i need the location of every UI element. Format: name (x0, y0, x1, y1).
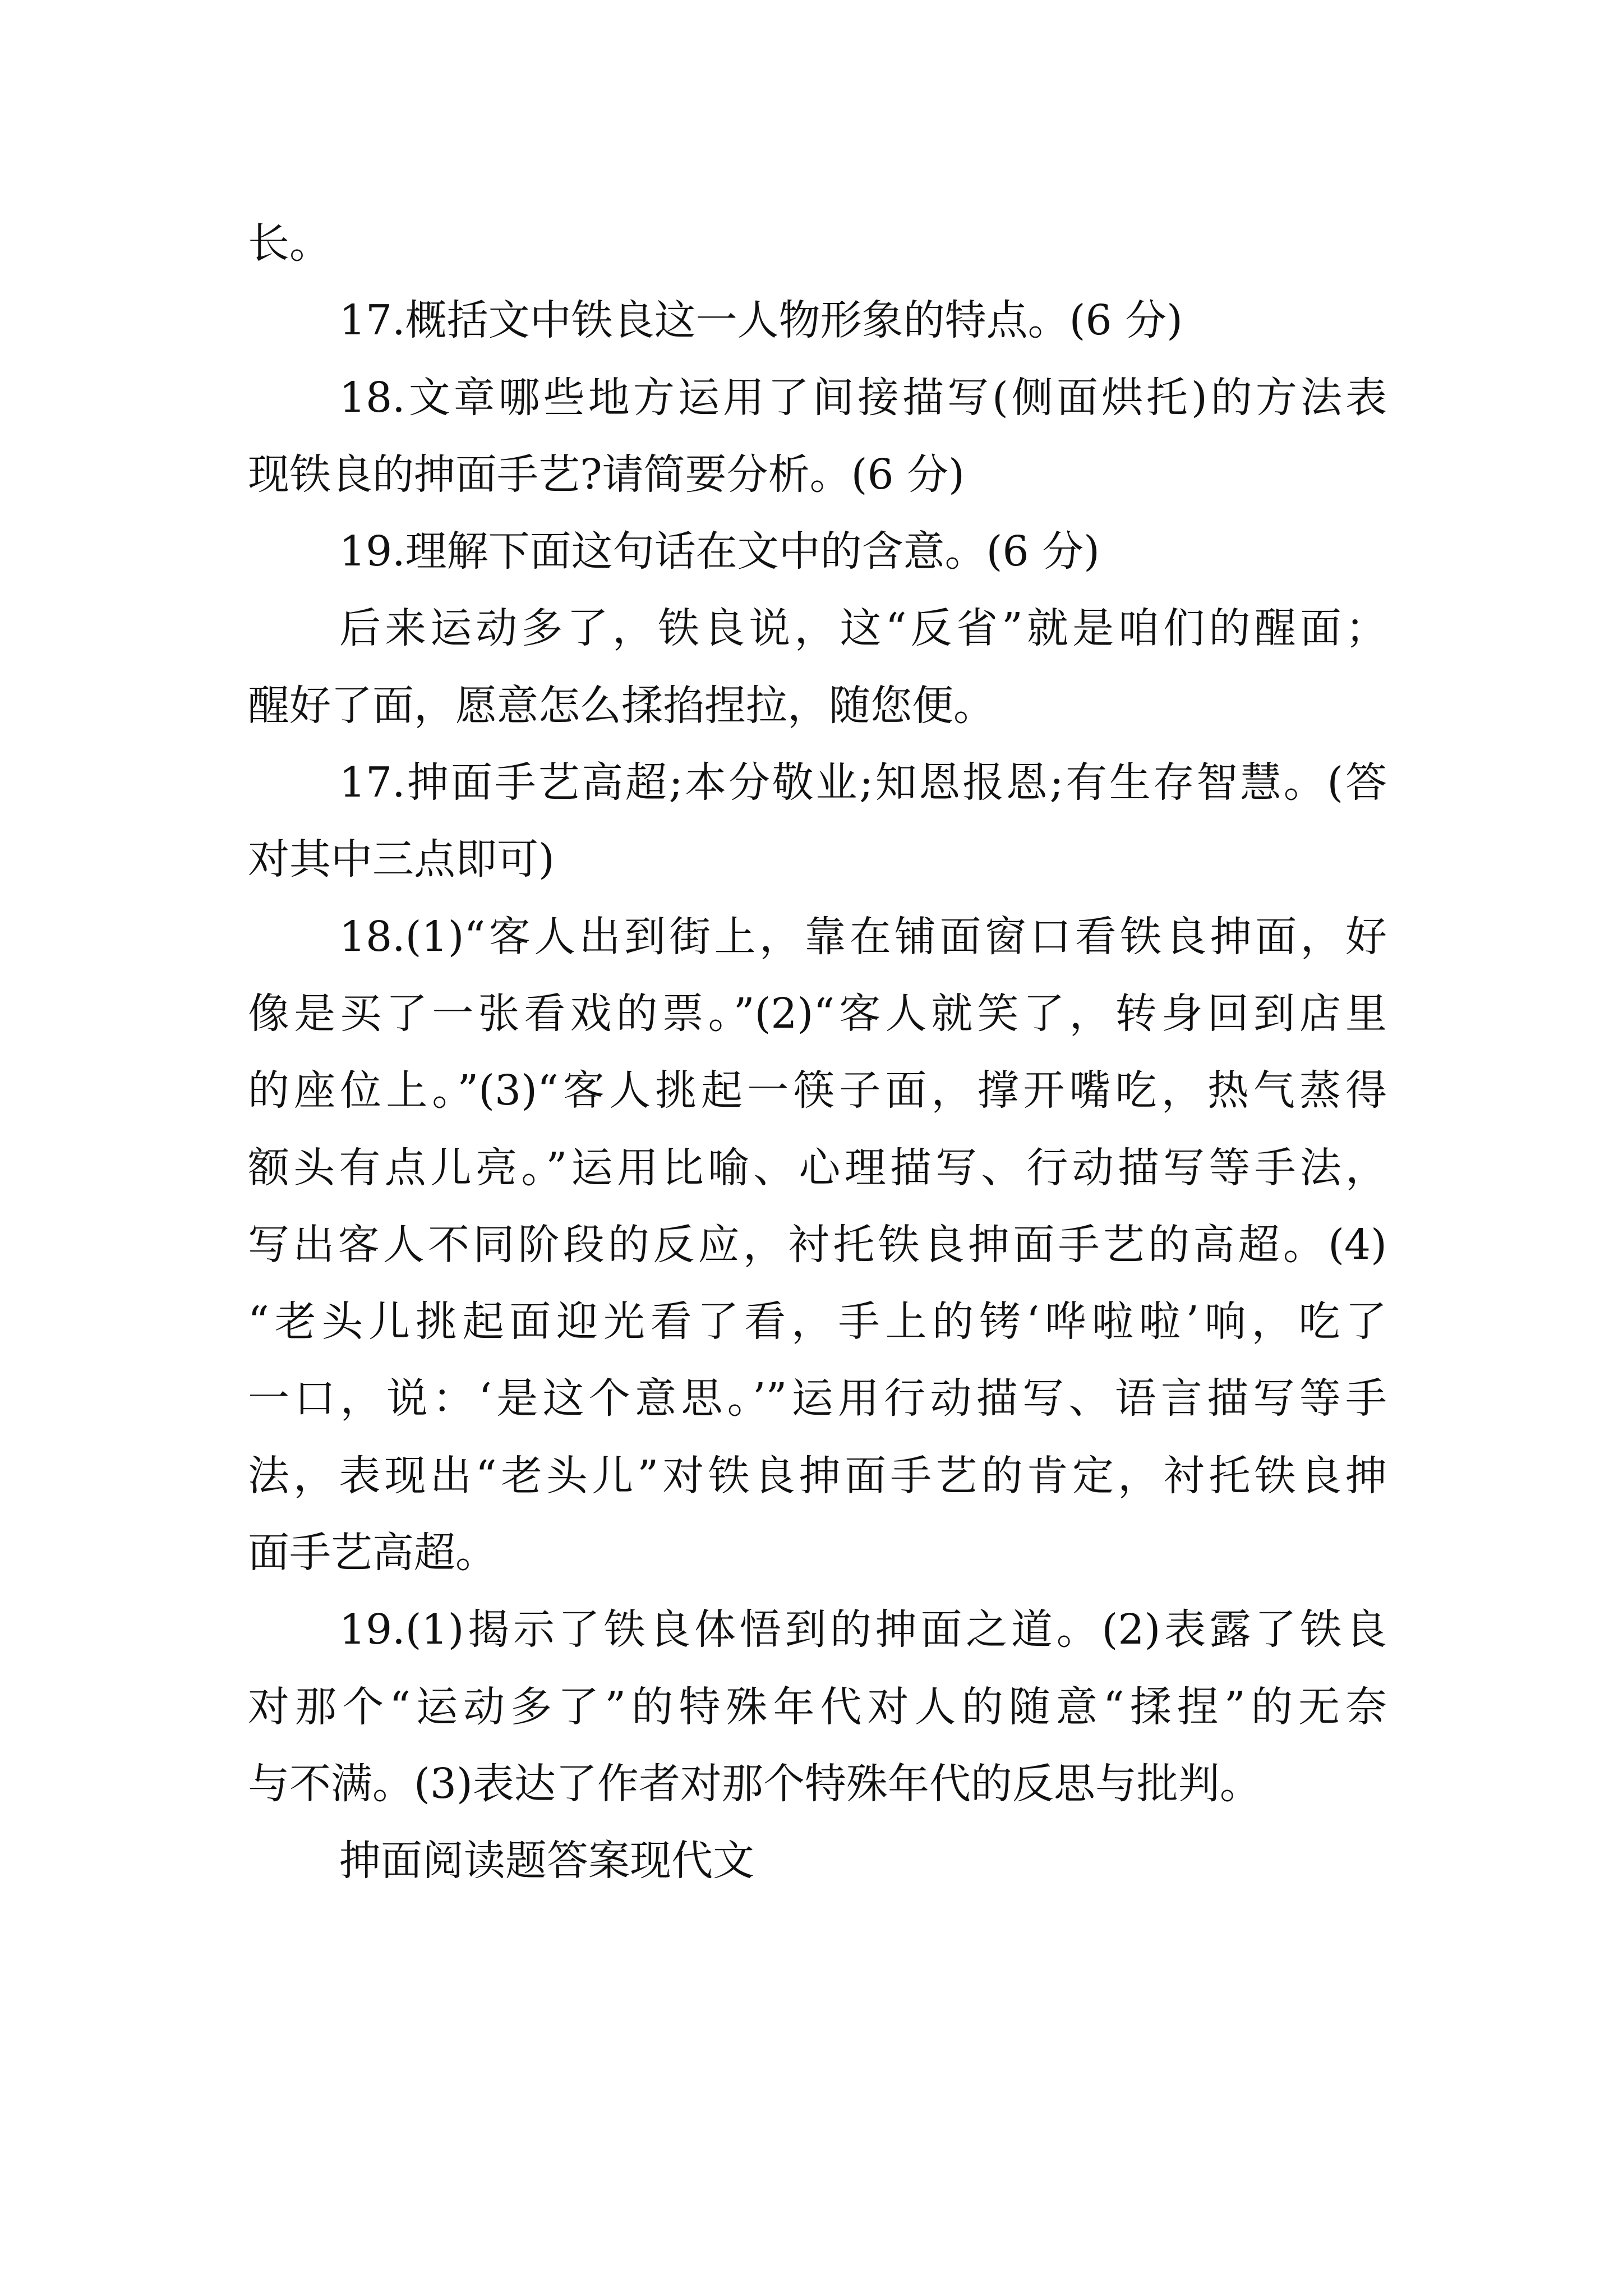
footer-title (248, 1823, 1387, 1899)
text-line: 18.(1)“客人出到街上，靠在铺面窗口看铁良抻面，好 (339, 912, 1387, 961)
text-line: 醒好了面，愿意怎么揉掐捏拉，随您便。 (248, 681, 995, 730)
text-line: 的座位上。”(3)“客人挑起一筷子面，撑开嘴吃，热气蒸得 (248, 1066, 1387, 1115)
text-line: 面手艺高超。 (248, 1529, 497, 1577)
text-line: 18.文章哪些地方运用了间接描写(侧面烘托)的方法表 (339, 373, 1387, 422)
text-line: 19.理解下面这句话在文中的含意。(6 分) (339, 527, 1100, 576)
text-line: 像是买了一张看戏的票。”(2)“客人就笑了，转身回到店里 (248, 989, 1387, 1038)
text-line: 后来运动多了，铁良说，这“反省”就是咱们的醒面； (339, 604, 1387, 653)
text-line: 对其中三点即可) (248, 835, 555, 884)
text-line: 与不满。(3)表达了作者对那个特殊年代的反思与批判。 (248, 1759, 1261, 1808)
text-line: 现铁良的抻面手艺?请简要分析。(6 分) (248, 450, 965, 499)
text-line: 19.(1)揭示了铁良体悟到的抻面之道。(2)表露了铁良 (339, 1605, 1387, 1654)
text-line: 额头有点儿亮。”运用比喻、心理描写、行动描写等手法， (248, 1143, 1387, 1192)
question-17 (248, 282, 1387, 359)
document-body (248, 205, 1387, 1900)
text-line: 一口，说：‘是这个意思。’”运用行动描写、语言描写等手 (248, 1374, 1387, 1423)
text-line: “老头儿挑起面迎光看了看，手上的铐‘哗啦啦’响，吃了 (248, 1297, 1387, 1346)
answer-18 (248, 899, 1387, 1592)
text-line: 法，表现出“老头儿”对铁良抻面手艺的肯定，衬托铁良抻 (248, 1451, 1387, 1500)
answer-17 (248, 744, 1387, 899)
text-line: 17.概括文中铁良这一人物形象的特点。(6 分) (339, 296, 1183, 345)
text-line: 抻面阅读题答案现代文 (339, 1837, 754, 1885)
continued-text (248, 205, 1387, 282)
question-19 (248, 513, 1387, 590)
text-line: 17.抻面手艺高超;本分敬业;知恩报恩;有生存智慧。(答 (339, 758, 1387, 807)
text-line: 写出客人不同阶段的反应，衬托铁良抻面手艺的高超。(4) (248, 1220, 1387, 1269)
question-18 (248, 360, 1387, 514)
text-line: 长。 (248, 219, 331, 268)
quoted-sentence (248, 590, 1387, 744)
answer-19 (248, 1591, 1387, 1823)
text-line: 对那个“运动多了”的特殊年代对人的随意“揉捏”的无奈 (248, 1682, 1387, 1731)
